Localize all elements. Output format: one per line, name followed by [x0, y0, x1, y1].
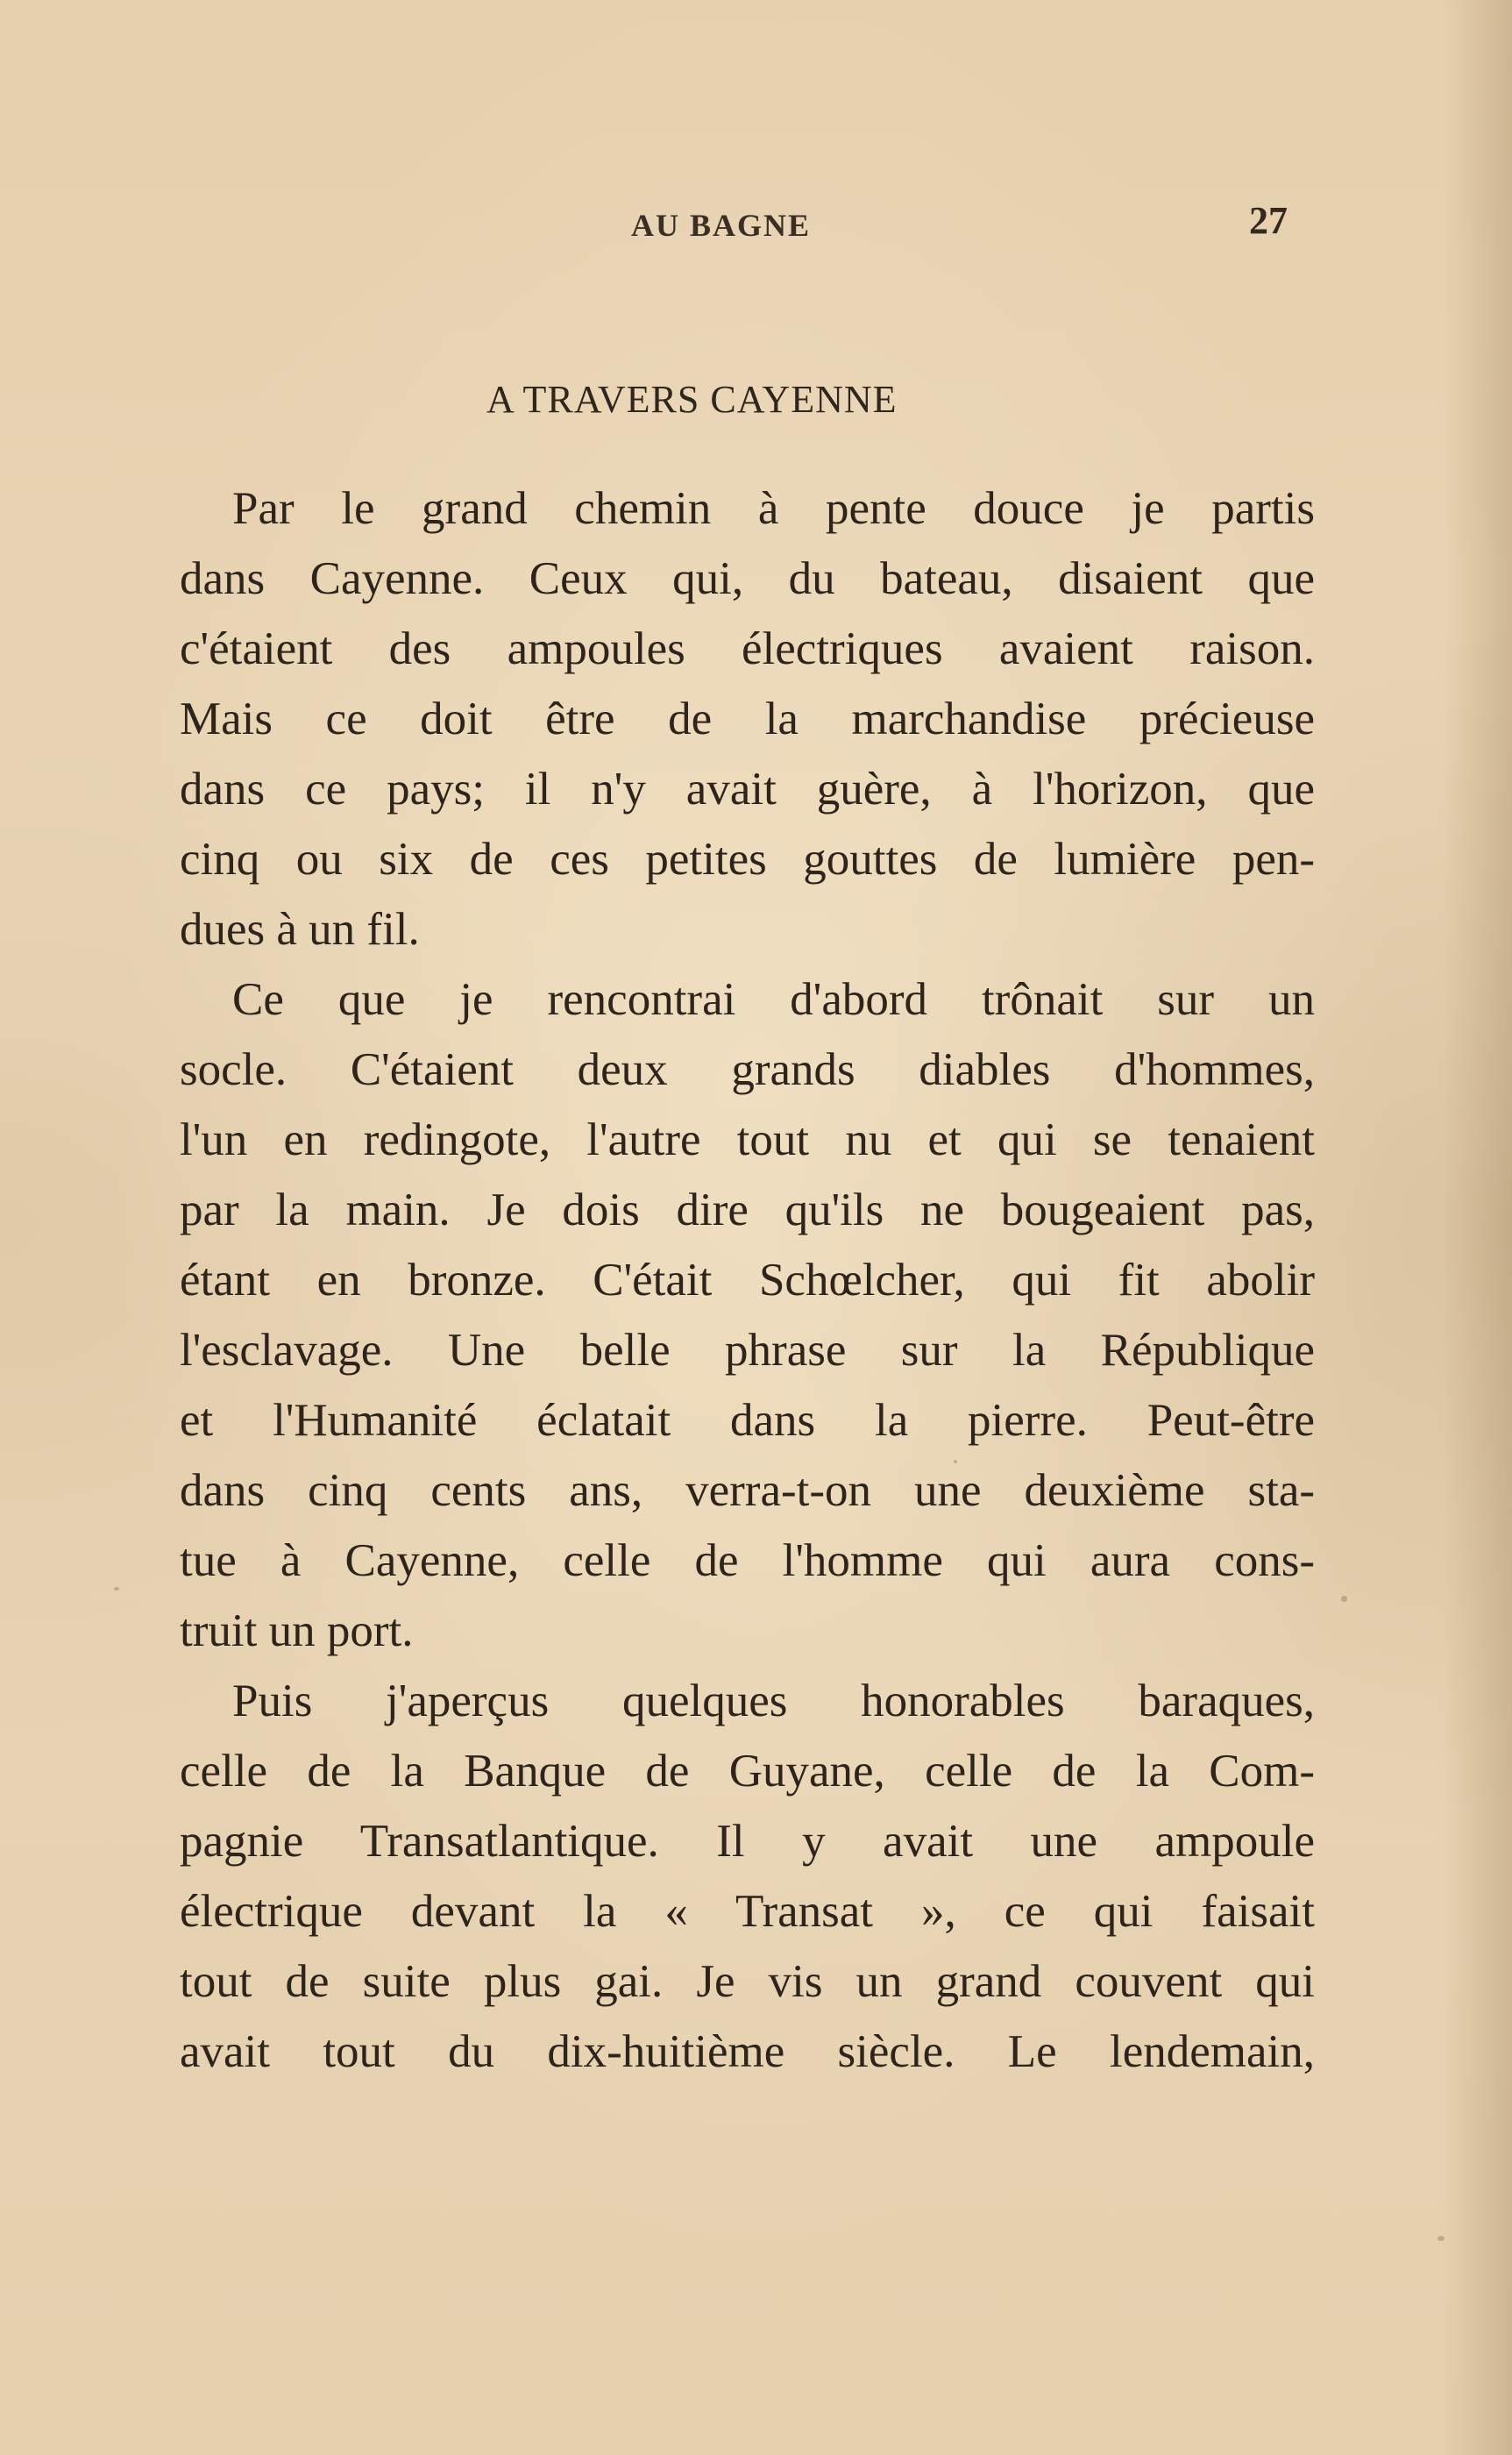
paper-speck: [954, 1460, 957, 1463]
text-line: c'étaient des ampoules électriques avaient raison.: [180, 623, 1315, 674]
text-line: électrique devant la « Transat », ce qui faisait: [180, 1886, 1315, 1937]
text-line: dans cinq cents ans, verra-t-on une deuxième sta-: [180, 1465, 1315, 1516]
text-line: dues à un fil.: [180, 904, 420, 955]
text-line: tout de suite plus gai. Je vis un grand couvent qui: [180, 1956, 1315, 2007]
text-line: celle de la Banque de Guyane, celle de la Com-: [180, 1746, 1315, 1797]
text-line: Par le grand chemin à pente douce je partis: [232, 483, 1315, 534]
text-line: cinq ou six de ces petites gouttes de lumière pen-: [180, 834, 1315, 885]
text-line: socle. C'étaient deux grands diables d'hommes,: [180, 1044, 1315, 1095]
text-line: tue à Cayenne, celle de l'homme qui aura cons-: [180, 1535, 1315, 1586]
running-title: AU BAGNE: [631, 208, 812, 243]
page-number: 27: [1249, 199, 1288, 242]
text-line: l'esclavage. Une belle phrase sur la République: [180, 1325, 1315, 1376]
text-line: dans ce pays; il n'y avait guère, à l'horizon, que: [180, 764, 1315, 815]
chapter-title: A TRAVERS CAYENNE: [486, 378, 898, 421]
text-line: et l'Humanité éclatait dans la pierre. Peut-être: [180, 1395, 1315, 1446]
page-edge-shadow: [1442, 0, 1512, 2455]
text-line: avait tout du dix-huitième siècle. Le lendemain,: [180, 2026, 1315, 2077]
text-line: par la main. Je dois dire qu'ils ne bougeaient pas,: [180, 1185, 1315, 1235]
text-line: Puis j'aperçus quelques honorables baraques,: [232, 1676, 1315, 1726]
body-text: [180, 473, 1315, 2087]
text-line: Ce que je rencontrai d'abord trônait sur un: [232, 974, 1315, 1025]
text-line: dans Cayenne. Ceux qui, du bateau, disaient que: [180, 553, 1315, 604]
paper-speck: [1341, 1596, 1347, 1602]
paper-speck: [1437, 2236, 1445, 2241]
text-line: étant en bronze. C'était Schœlcher, qui fit abolir: [180, 1255, 1315, 1306]
paper-speck: [114, 1587, 119, 1590]
text-line: pagnie Transatlantique. Il y avait une ampoule: [180, 1816, 1315, 1867]
text-line: truit un port.: [180, 1605, 414, 1656]
text-line: l'un en redingote, l'autre tout nu et qui se tenaient: [180, 1114, 1315, 1165]
text-line: Mais ce doit être de la marchandise précieuse: [180, 694, 1315, 744]
